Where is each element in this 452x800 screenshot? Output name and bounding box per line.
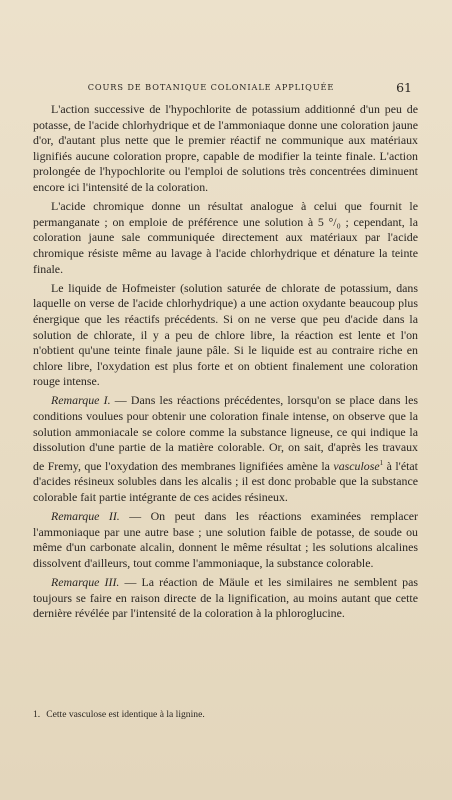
- remark-label: Remarque I.: [51, 393, 111, 408]
- body-text: [33, 102, 418, 626]
- remark-paragraph: [33, 509, 418, 571]
- remark-label: Remarque II.: [51, 509, 120, 524]
- remark-text: — La réaction de Mäule et les similaires ne semblent pas toujours se faire en raison directe de la lignification, au moins autant que cette dernière révélée par l'intensité de la coloration à la phloroglucine.: [33, 575, 418, 621]
- remark-text-tail: à l'état d'acides résineux solubles dans les alcalis ; il est donc probable que la substance colorable fait partie intégrante de ces acides résineux.: [33, 458, 418, 504]
- running-head: [40, 80, 412, 96]
- paragraph: L'action successive de l'hypochlorite de potassium additionné d'un peu de potasse, de l'acide chlorhydrique et de l'ammoniaque donne une coloration jaune d'or, d'autant plus nette que le premier réactif ne communique aux matériaux lignifiés aucune coloration propre, capable de modifier la teinte finale. L'action prolongée de l'hypochlorite ou l'emploi de solutions très concentrées diminuent encore ici l'intensité de la coloration.: [33, 102, 418, 194]
- footnote-text: Cette vasculose est identique à la lignine.: [46, 709, 205, 720]
- running-title: COURS DE BOTANIQUE COLONIALE APPLIQUÉE: [87, 82, 335, 92]
- footnote-mark: 1.: [33, 709, 41, 720]
- paragraph: Le liquide de Hofmeister (solution saturée de chlorate de potassium, dans laquelle on verse de l'acide chlorhydrique) a une action oxydante beaucoup plus énergique que les réactifs précédents. Si on ne verse que peu d'acide dans la solution de chlorate, il y a peu de chlore libre, la réaction est lente et l'on n'obtient qu'une teinte finale jaune pâle. Si le liquide est au contraire riche en chlore libre, l'oxydation est plus forte et on obtient finalement une coloration rouge intense.: [33, 280, 418, 389]
- page-number: 61: [396, 80, 412, 95]
- remark-paragraph: [33, 393, 418, 505]
- remark-paragraph: [33, 575, 418, 622]
- footnote: [33, 709, 418, 721]
- paragraph: L'acide chromique donne un résultat analogue à celui que fournit le permanganate ; on emploie de préférence une solution à 5 °/₀ ; cependant, la coloration jaune sale communiquée directement aux matériaux par l'acide chromique résiste même au lavage à l'acide chlorhydrique et dénature la teinte finale.: [33, 199, 418, 276]
- footnote-reference: 1: [379, 458, 384, 467]
- italic-term: vasculose: [333, 458, 380, 473]
- remark-text: — Dans les réactions précédentes, lorsqu'on se place dans les conditions voulues pour obtenir une coloration finale intense, on observe que la solution ammoniacale se colore comme la substance ligneuse, ce qui indique la dissolution d'une partie de la matière colorable. Or, on sait, d'après les travaux de Fremy, que l'oxydation des membranes lignifiées amène la: [33, 393, 418, 473]
- remark-text: — On peut dans les réactions examinées remplacer l'ammoniaque par une autre base ; une solution faible de potasse, de soude ou même d'un carbonate alcalin, donnent le même résultat ; les solutions alcalines dissolvent d'ailleurs, tout comme l'ammoniaque, la substance colorable.: [33, 509, 418, 570]
- remark-label: Remarque III.: [51, 575, 120, 590]
